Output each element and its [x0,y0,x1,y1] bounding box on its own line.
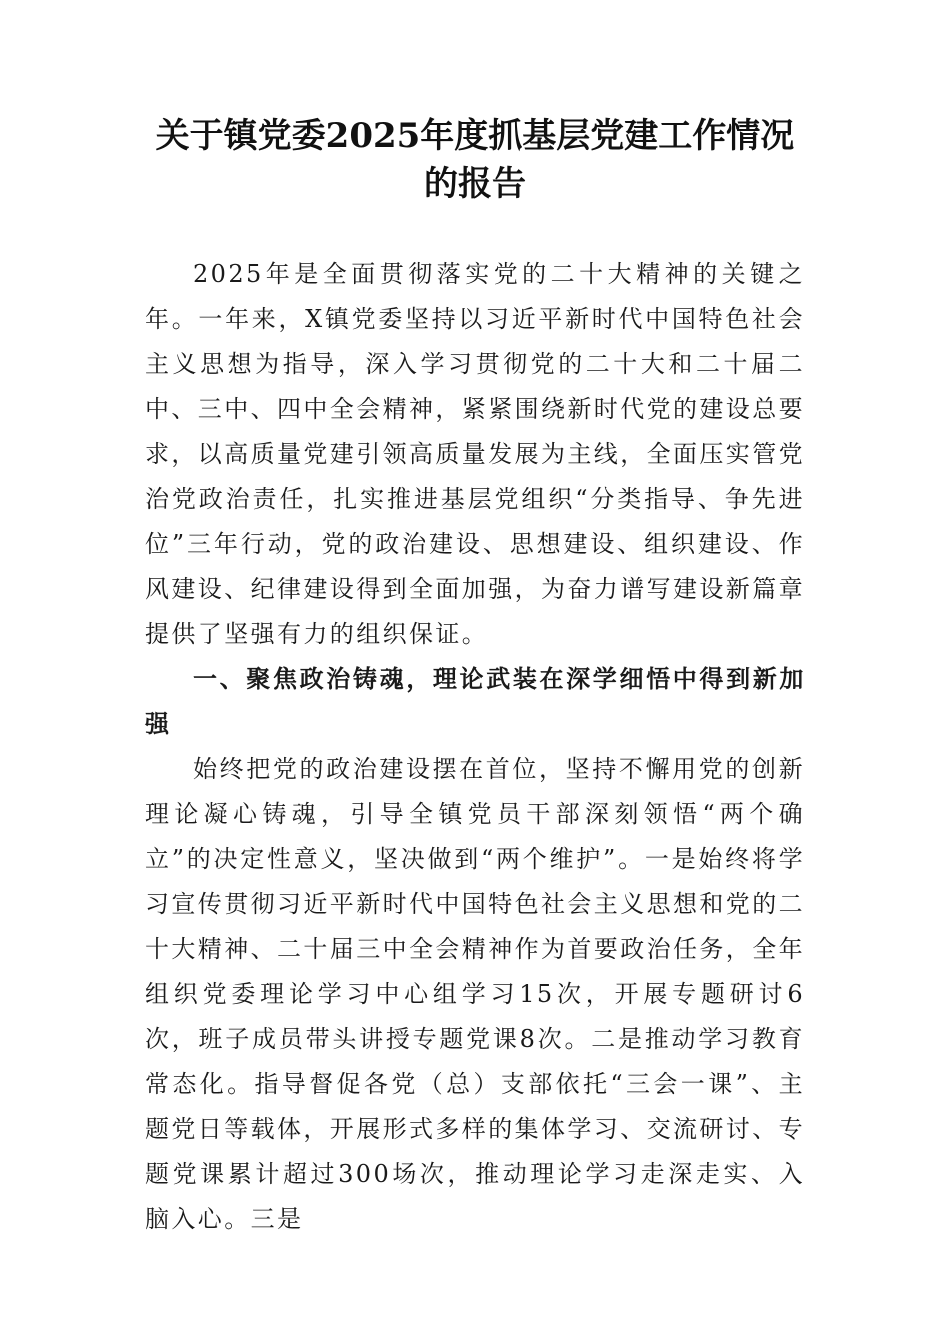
title-line-2: 的报告 [424,164,526,204]
section-1-paragraph: 始终把党的政治建设摆在首位，坚持不懈用党的创新理论凝心铸魂，引导全镇党员干部深刻领悟“两个确立”的决定性意义，坚决做到“两个维护”。一是始终将学习宣传贯彻习近平新时代中国特色社会主义思想和党的二十大精神、二十届三中全会精神作为首要政治任务，全年组织党委理论学习中心组学习15次，开展专题研讨6次，班子成员带头讲授专题党课8次。二是推动学习教育常态化。指导督促各党（总）支部依托“三会一课”、主题党日等载体，开展形式多样的集体学习、交流研讨、专题党课累计超过300场次，推动理论学习走深走实、入脑入心。三是 [145,755,805,1233]
title-line-1: 关于镇党委2025年度抓基层党建工作情况 [155,116,795,156]
intro-paragraph: 2025年是全面贯彻落实党的二十大精神的关键之年。一年来，X镇党委坚持以习近平新时代中国特色社会主义思想为指导，深入学习贯彻党的二十大和二十届二中、三中、四中全会精神，紧紧围绕新时代党的建设总要求，以高质量党建引领高质量发展为主线，全面压实管党治党政治责任，扎实推进基层党组织“分类指导、争先进位”三年行动，党的政治建设、思想建设、组织建设、作风建设、纪律建设得到全面加强，为奋力谱写建设新篇章提供了坚强有力的组织保证。 [145,260,805,648]
document-title [140,112,810,208]
section-1-heading: 一、聚焦政治铸魂，理论武装在深学细悟中得到新加强 [145,665,805,738]
document-body [145,252,805,1242]
